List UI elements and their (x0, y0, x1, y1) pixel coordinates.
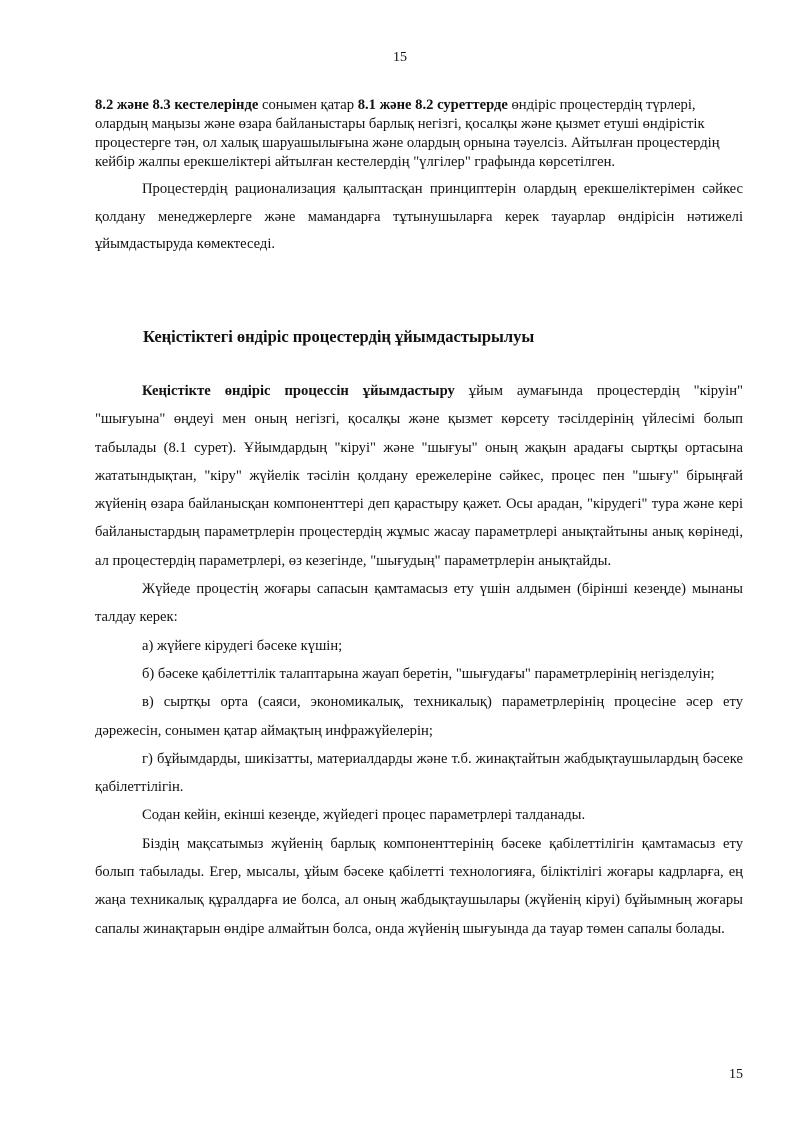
page-number-bottom: 15 (729, 1067, 743, 1082)
page-number-top: 15 (393, 50, 407, 65)
table-reference: 8.2 және 8.3 кестелерінде (95, 97, 259, 113)
goal-paragraph: Біздің мақсатымыз жүйенің барлық компоненттерінің бәсеке қабілеттілігін қамтамасыз ету болып табылады. Егер, мысалы, ұйым бәсеке қабілетті технологияға, біліктілігі жоғары кадрларға, ең жаңа техникалық құралдарға ие болса, ал оның жабдықтаушылары (жүйенің кіруі) бұйымның жоғары сапалы жинақтарын өндіре алмайтын болса, онда жүйенің шығуында да тауар төмен сапалы болады. (95, 835, 743, 937)
list-item-a: а) жүйеге кірудегі бәсеке күшін; (142, 637, 343, 654)
list-item-c: в) сыртқы орта (саяси, экономикалық, техникалық) параметрлерінің процесіне әсер ету дәрежесін, сонымен қатар аймақтың инфражүйелерін; (95, 694, 743, 739)
intro-text-1: сонымен қатар (258, 97, 358, 113)
analysis-intro-paragraph: Жүйеде процестің жоғары сапасын қамтамасыз ету үшін алдымен (бірінші кезеңде) мынаны талдау керек: (95, 581, 743, 626)
section-heading: Кеңістіктегі өндіріс процестердің ұйымдастырылуы (143, 327, 535, 346)
list-item-b: б) бәсеке қабілеттілік талаптарына жауап беретін, "шығудағы" параметрлерінің негізделуін; (142, 665, 715, 682)
definition-text: ұйым аумағында процестердің "кіруін" "шығуына" өңдеуі мен оның негізгі, қосалқы және қызмет көрсету тәсілдерінің үйлесімі болып табылады (8.1 сурет). Ұйымдардың "кіруі" және "шығуы" оның жақын арадағы сыртқы ортасына жататындықтан, "кіру" жүйелік тәсілін қолдану ережелеріне сәйкес, процес пен "шығу" бірыңғай жүйенің өзара байланысқан компоненттері деп қарастыру қажет. Осы арадан, "кірудегі" тура және кері байланыстардың параметрлерін процестердің жұмыс жасау параметрлері анықтайтыны анық көрінеді, ал процестердің параметрлері, өз кезегінде, "шығудың" параметрлерін анықтайды. (95, 383, 743, 569)
definition-paragraph (95, 377, 743, 575)
intro-text-2: өндіріс процестердің түрлері, олардың маңызы және өзара байланыстары барлық негізгі, қосалқы және қызмет етуші өндірістік процестерге тән, ол халық шаруашылығына және олардың орнына тәуелсіз. Айтылған процестердің кейбір жалпы ерекшеліктері айтылған кестелердің "үлгілер" графында көрсетілген. (95, 97, 720, 170)
intro-block (95, 96, 743, 259)
figure-reference: 8.1 және 8.2 суреттерде (357, 97, 508, 113)
list-item-d: г) бұйымдарды, шикізатты, материалдарды және т.б. жинақтайтын жабдықтаушылардың бәсеке қабілеттілігін. (95, 750, 743, 796)
definition-term: Кеңістікте өндіріс процессін ұйымдастыру (142, 383, 455, 399)
intro-paragraph (95, 96, 743, 172)
rationalization-paragraph: Процестердің рационализация қалыптасқан принциптерін олардың ерекшеліктерімен сәйкес қолдану менеджерлерге және мамандарға тұтынушыларға керек тауарлар өндірісін нәтижелі ұйымдастыруда көмектеседі. (95, 181, 743, 252)
second-stage-paragraph: Содан кейін, екінші кезеңде, жүйедегі процес параметрлері талданады. (142, 807, 586, 824)
section-body (95, 377, 743, 943)
